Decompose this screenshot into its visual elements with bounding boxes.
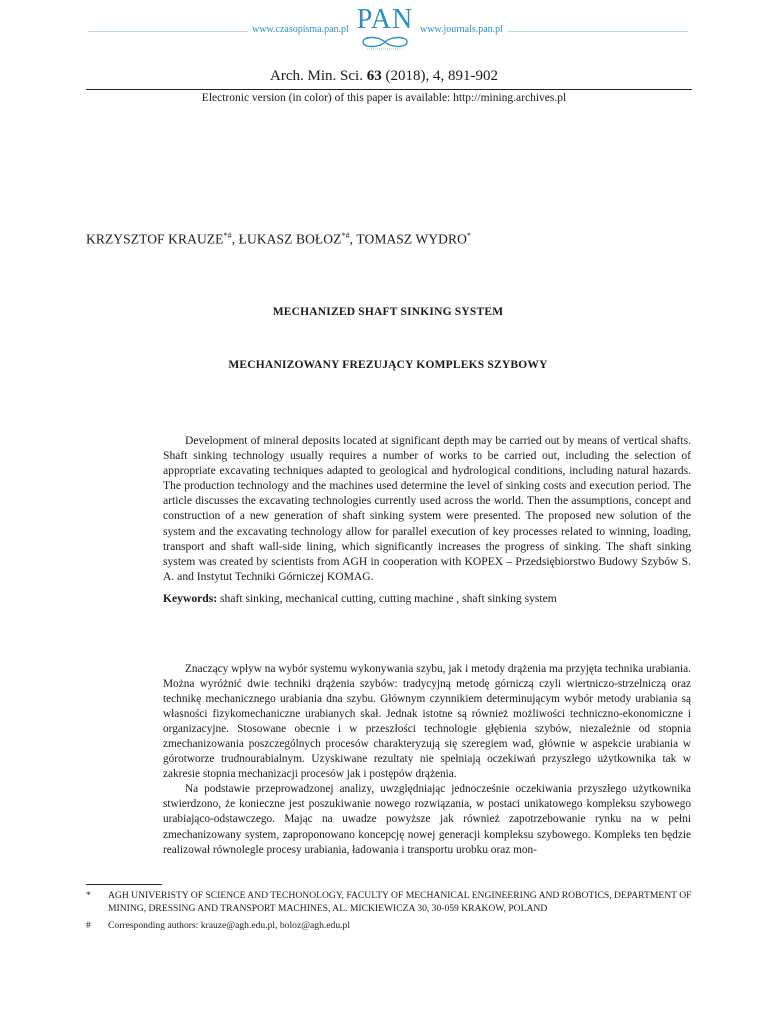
title-english: MECHANIZED SHAFT SINKING SYSTEM	[272, 306, 504, 318]
keywords-text: shaft sinking, mechanical cutting, cutting machine , shaft sinking system	[217, 592, 557, 605]
footnote-mark: *	[86, 890, 91, 901]
footnote-text: AGH UNIVERISTY OF SCIENCE AND TECHONOLOGY, FACULTY OF MECHANICAL ENGINEERING AND ROBOTICS, DEPARTMENT OF MINING, DRESSING AND TRANSPORT MACHINES, AL. MICKIEWICZA 30, 30-059 KRAKOW, POLAND	[108, 890, 692, 914]
paragraph: Na podstawie przeprowadzonej analizy, uwzględniając jednocześnie oczekiwania przyszłego użytkownika stwierdzono, że konieczne jest poszukiwanie nowego rozwiązania, w postaci unikatowego kompleksu szybowego urabiająco-odstawczego. Mając na uwadze powyższe jak również zapotrzebowanie rynku na w pełni zmechanizowany system, zaproponowano koncepcję nowej generacji kompleksu szybowego. Kompleks ten będzie realizował równolegle procesy urabiania, ładowania i transportu urobku oraz mon-	[163, 783, 691, 856]
citation-line	[0, 68, 768, 85]
footnote-affiliation	[86, 890, 696, 915]
author-list	[86, 231, 471, 248]
body-text	[163, 662, 691, 858]
citation-rule	[86, 89, 692, 90]
header-rule-right	[508, 31, 688, 32]
author-separator: ,	[349, 231, 357, 247]
journal-header	[0, 0, 768, 60]
pan-logo-text: PAN	[356, 4, 414, 35]
abstract: Development of mineral deposits located at significant depth may be carried out by means of vertical shafts. Shaft sinking technology usually requires a number of works to be carried out, including the selection of appropriate excavating techniques adapted to geological and hydrological conditions, including natural hazards. The production technology and the machines used determine the level of sinking costs and execution period. The article discusses the excavating technologies currently used across the world. Then the assumptions, concept and construction of a new generation of shaft sinking system were presented. The proposed new solution of the system and the excavating technology allow for parallel execution of key processes related to winning, loading, transport and shaft wall-side lining, which significantly increases the progress of sinking. The shaft sinking system was created by scientists from AGH in cooperation with KOPEX – Przedsiębiorstwo Budowy Szybów S. A. and Instytut Techniki Górniczej KOMAG.	[163, 434, 691, 583]
author-mark: *	[466, 231, 472, 240]
journal-volume: 63	[366, 68, 382, 84]
header-url-left[interactable]: www.czasopisma.pan.pl	[252, 24, 349, 35]
author-mark: *#	[341, 231, 350, 240]
author-boloz: ŁUKASZ BOŁOZ	[238, 231, 342, 247]
journal-name: Arch. Min. Sci.	[270, 68, 363, 84]
author-krauze: KRZYSZTOF KRAUZE	[86, 231, 224, 247]
header-rule-left	[88, 31, 248, 32]
keywords	[163, 592, 691, 605]
author-mark: *#	[223, 231, 232, 240]
footnote-corresponding	[86, 920, 696, 933]
electronic-version-note: Electronic version (in color) of this paper is available: http://mining.archives.pl	[201, 92, 567, 104]
footnote-rule	[86, 884, 162, 885]
footnote-mark: #	[86, 920, 91, 931]
pan-logo	[352, 6, 418, 56]
paragraph: Znaczący wpływ na wybór systemu wykonywania szybu, jak i metody drążenia ma przyjęta technika urabiania. Można wyróżnić dwie techniki drążenia szybów: tradycyjną metodę górniczą czyli wiertniczo-strzelniczą oraz technikę mechanicznego urabiania dna szybu. Głównym czynnikiem determinującym wybór metody urabiania są własności fizykomechaniczne urabianych skał. Jednak istotne są również możliwości techniczno-ekonomiczne i organizacyjne. Stosowane obecnie i w przeszłości technologie głębienia szybów, niezależnie od stopnia zmechanizowania poszczególnych procesów charakteryzują się szeregiem wad, głównie w aspekcie urabiania w górotworze trudnourabialnym. Uzyskiwane rezultaty nie spełniają oczekiwań przyszłego użytkownika tak w zakresie stopnia mechanizacji procesów jak i postępów drążenia.	[163, 663, 691, 781]
keywords-label: Keywords:	[163, 592, 218, 605]
journal-issue: (2018), 4, 891-902	[385, 68, 498, 84]
author-separator: ,	[231, 231, 239, 247]
title-polish: MECHANIZOWANY FREZUJĄCY KOMPLEKS SZYBOWY	[228, 359, 548, 371]
footnote-text: Corresponding authors: krauze@agh.edu.pl, boloz@agh.edu.pl	[108, 920, 350, 931]
header-url-right[interactable]: www.journals.pan.pl	[420, 24, 503, 35]
infinity-icon	[357, 34, 413, 50]
author-wydro: TOMASZ WYDRO	[356, 231, 467, 247]
